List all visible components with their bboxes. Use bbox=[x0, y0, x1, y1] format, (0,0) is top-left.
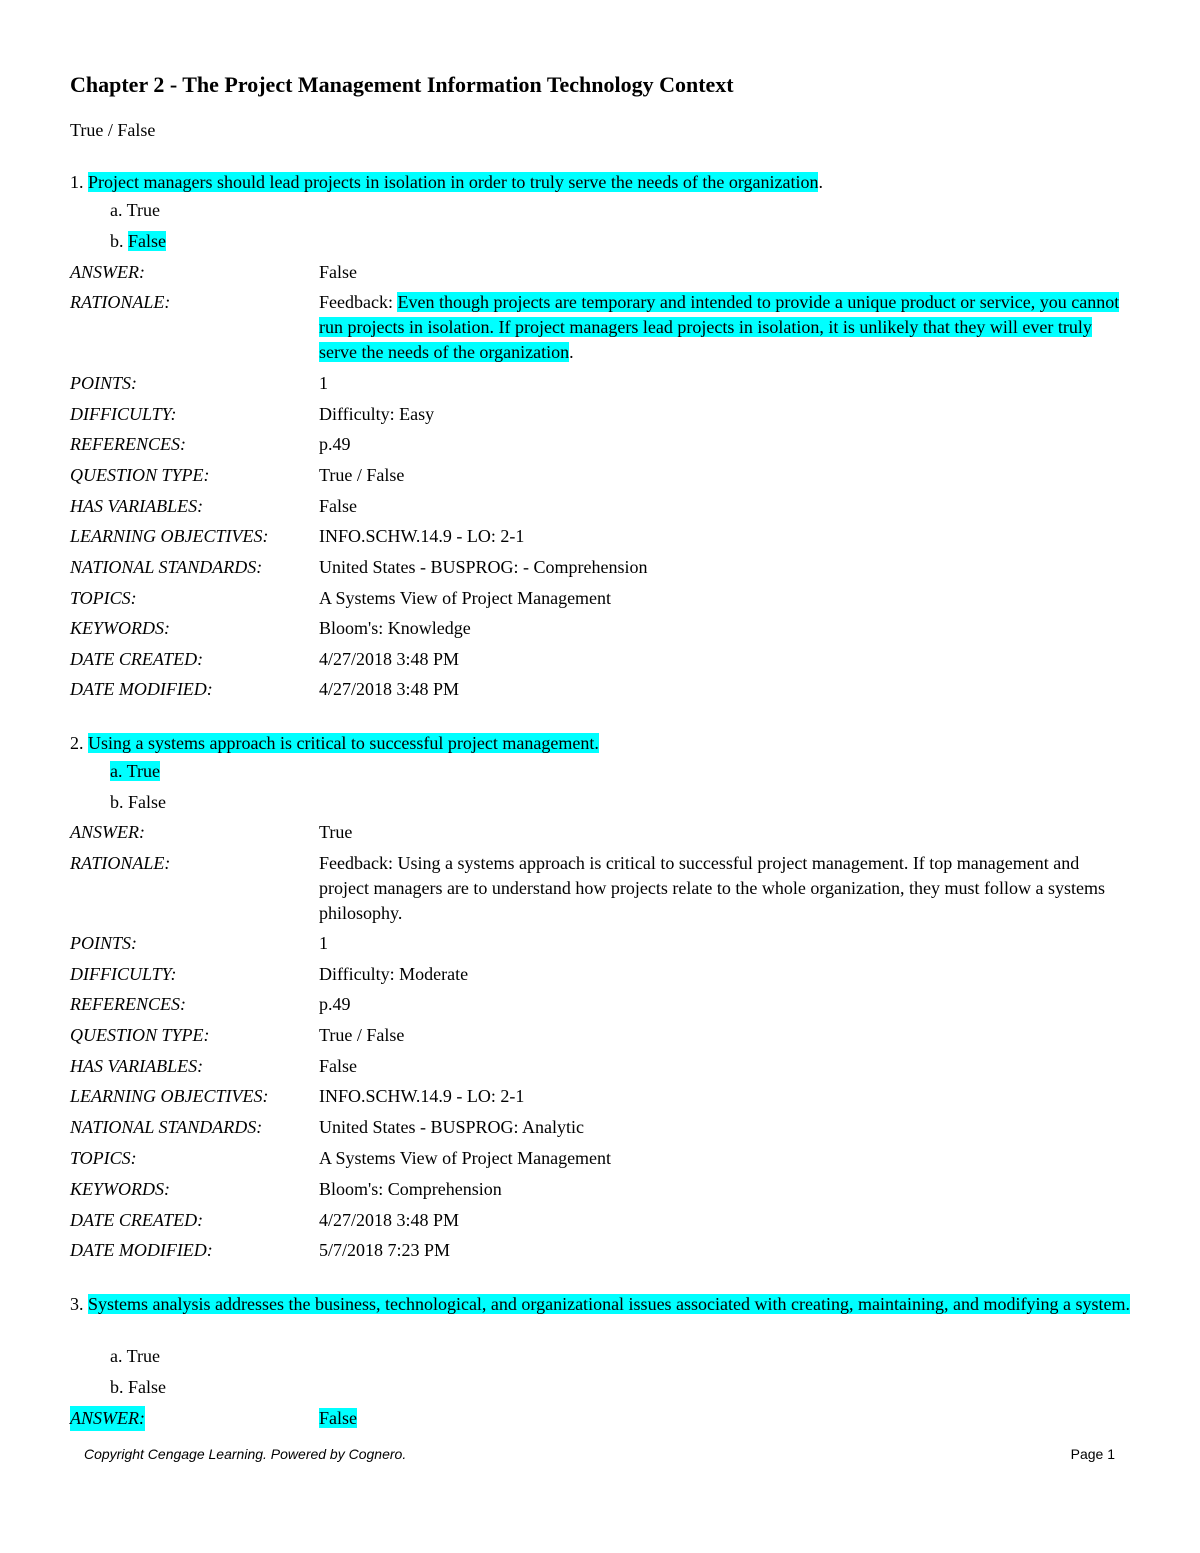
date-created-label: DATE CREATED: bbox=[70, 1210, 204, 1230]
footer-page-number: Page 1 bbox=[1070, 1446, 1115, 1462]
learning-objectives-value: INFO.SCHW.14.9 - LO: 2-1 bbox=[319, 1086, 525, 1106]
option-b: b. False bbox=[110, 792, 166, 812]
has-variables-label: HAS VARIABLES: bbox=[70, 496, 204, 516]
option-a-text: a. True bbox=[110, 761, 161, 781]
national-standards-value: United States - BUSPROG: Analytic bbox=[319, 1117, 584, 1137]
date-created-value: 4/27/2018 3:48 PM bbox=[319, 1210, 460, 1230]
rationale-label: RATIONALE: bbox=[70, 853, 171, 873]
keywords-value: Bloom's: Knowledge bbox=[319, 618, 471, 638]
difficulty-label: DIFFICULTY: bbox=[70, 964, 177, 984]
keywords-value: Bloom's: Comprehension bbox=[319, 1179, 502, 1199]
learning-objectives-value: INFO.SCHW.14.9 - LO: 2-1 bbox=[319, 526, 525, 546]
difficulty-label: DIFFICULTY: bbox=[70, 404, 177, 424]
rationale-row bbox=[70, 851, 1130, 926]
topics-label: TOPICS: bbox=[70, 588, 137, 608]
references-label: REFERENCES: bbox=[70, 994, 186, 1014]
question-number: 3. bbox=[70, 1294, 84, 1314]
question-text: Systems analysis addresses the business, technological, and organizational issues associated with creating, maintaining, and modifying a system. bbox=[88, 1294, 1130, 1314]
points-value: 1 bbox=[319, 933, 328, 953]
question-text-end: . bbox=[818, 172, 823, 192]
difficulty-value: Difficulty: Easy bbox=[319, 404, 435, 424]
keywords-label: KEYWORDS: bbox=[70, 618, 170, 638]
question-2-stem bbox=[70, 731, 1130, 756]
topics-value: A Systems View of Project Management bbox=[319, 588, 612, 608]
points-value: 1 bbox=[319, 373, 328, 393]
date-modified-value: 5/7/2018 7:23 PM bbox=[319, 1240, 451, 1260]
option-b bbox=[110, 229, 166, 254]
learning-objectives-label: LEARNING OBJECTIVES: bbox=[70, 526, 269, 546]
section-heading: True / False bbox=[70, 120, 156, 140]
answer-label: ANSWER: bbox=[70, 262, 145, 282]
has-variables-value: False bbox=[319, 1056, 357, 1076]
answer-label: ANSWER: bbox=[70, 822, 145, 842]
difficulty-value: Difficulty: Moderate bbox=[319, 964, 469, 984]
keywords-label: KEYWORDS: bbox=[70, 1179, 170, 1199]
rationale-label: RATIONALE: bbox=[70, 292, 171, 312]
date-modified-label: DATE MODIFIED: bbox=[70, 679, 213, 699]
rationale-value bbox=[319, 290, 1129, 365]
answer-value: True bbox=[319, 822, 353, 842]
national-standards-label: NATIONAL STANDARDS: bbox=[70, 1117, 263, 1137]
national-standards-label: NATIONAL STANDARDS: bbox=[70, 557, 263, 577]
answer-label: ANSWER: bbox=[70, 1406, 145, 1431]
points-label: POINTS: bbox=[70, 933, 137, 953]
points-label: POINTS: bbox=[70, 373, 137, 393]
rationale-value: Feedback: Using a systems approach is critical to successful project management. If top management and project managers are to understand how projects relate to the whole organization, they must follow a systems philosophy. bbox=[319, 853, 1105, 923]
footer-copyright: Copyright Cengage Learning. Powered by Cognero. bbox=[84, 1446, 407, 1462]
rationale-row bbox=[70, 290, 1130, 365]
date-created-value: 4/27/2018 3:48 PM bbox=[319, 649, 460, 669]
question-text: Using a systems approach is critical to successful project management. bbox=[88, 733, 599, 753]
question-text: Project managers should lead projects in isolation in order to truly serve the needs of the organization bbox=[88, 172, 819, 192]
option-b: b. False bbox=[110, 1377, 166, 1397]
page-title: Chapter 2 - The Project Management Information Technology Context bbox=[70, 72, 734, 97]
rationale-highlight: Even though projects are temporary and intended to provide a unique product or service, you cannot run projects in isolation. If project managers lead projects in isolation, it is unlikely that they will ever truly serve the needs of the organization bbox=[319, 292, 1120, 362]
option-a: a. True bbox=[110, 1346, 161, 1366]
has-variables-label: HAS VARIABLES: bbox=[70, 1056, 204, 1076]
answer-value bbox=[319, 1406, 1129, 1431]
question-type-label: QUESTION TYPE: bbox=[70, 465, 210, 485]
question-number: 1. bbox=[70, 172, 84, 192]
question-type-value: True / False bbox=[319, 465, 405, 485]
answer-value-text: False bbox=[319, 1408, 357, 1428]
references-value: p.49 bbox=[319, 434, 351, 454]
learning-objectives-label: LEARNING OBJECTIVES: bbox=[70, 1086, 269, 1106]
national-standards-value: United States - BUSPROG: - Comprehension bbox=[319, 557, 648, 577]
has-variables-value: False bbox=[319, 496, 357, 516]
question-type-label: QUESTION TYPE: bbox=[70, 1025, 210, 1045]
date-created-label: DATE CREATED: bbox=[70, 649, 204, 669]
date-modified-label: DATE MODIFIED: bbox=[70, 1240, 213, 1260]
references-label: REFERENCES: bbox=[70, 434, 186, 454]
question-3-stem bbox=[70, 1292, 1130, 1317]
rationale-prefix: Feedback: bbox=[319, 292, 398, 312]
topics-label: TOPICS: bbox=[70, 1148, 137, 1168]
date-modified-value: 4/27/2018 3:48 PM bbox=[319, 679, 460, 699]
rationale-end: . bbox=[569, 342, 574, 362]
option-b-letter: b. bbox=[110, 231, 128, 251]
answer-value: False bbox=[319, 262, 357, 282]
question-1-stem bbox=[70, 170, 1130, 195]
option-a bbox=[110, 759, 160, 784]
references-value: p.49 bbox=[319, 994, 351, 1014]
option-a: a. True bbox=[110, 200, 161, 220]
question-number: 2. bbox=[70, 733, 84, 753]
question-type-value: True / False bbox=[319, 1025, 405, 1045]
topics-value: A Systems View of Project Management bbox=[319, 1148, 612, 1168]
option-b-text: False bbox=[128, 231, 166, 251]
